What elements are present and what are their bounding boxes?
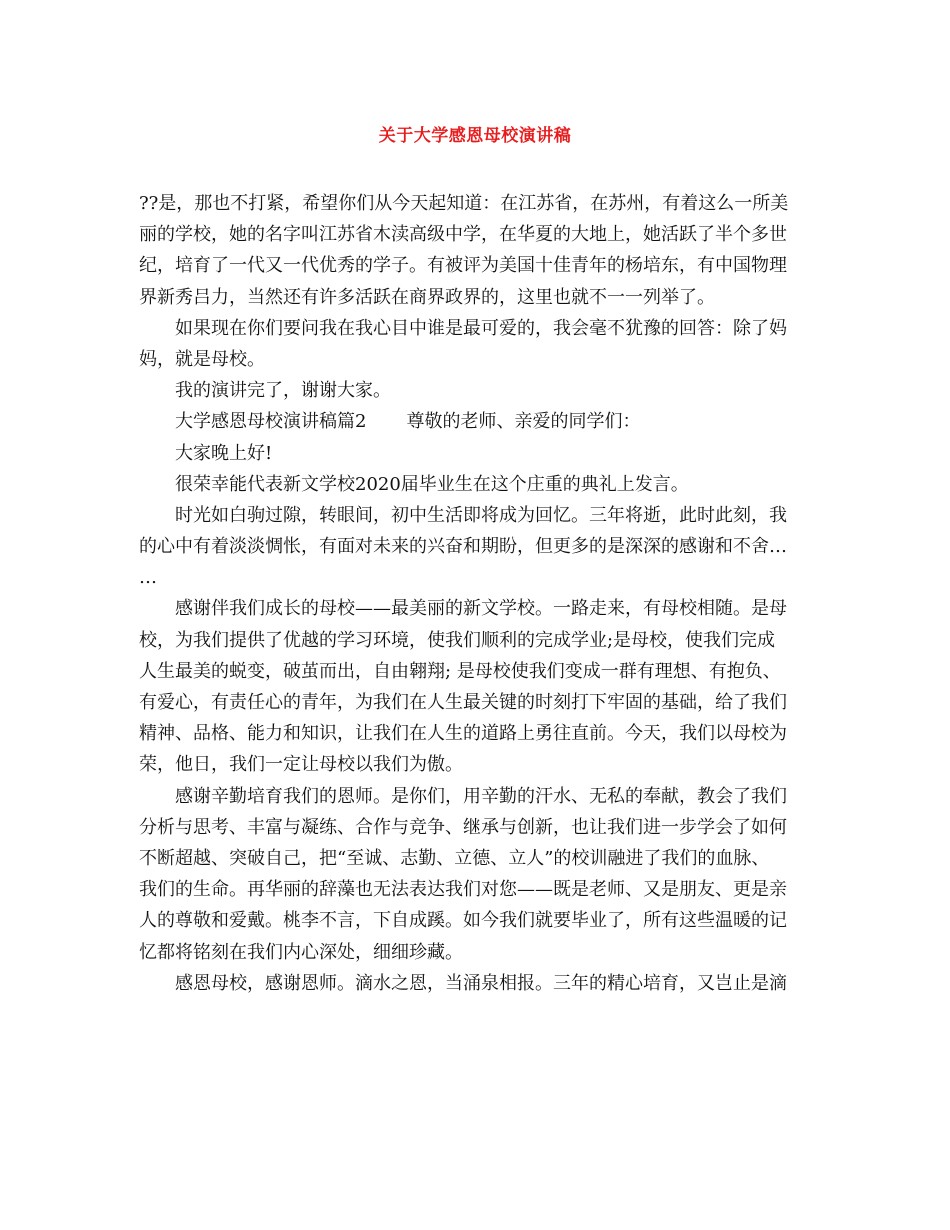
text-line: 大家晚上好! <box>175 442 273 464</box>
text-line: 分析与思考、丰富与凝练、合作与竞争、继承与创新，也让我们进一步学会了如何 <box>139 816 787 838</box>
text-line: … <box>139 567 157 589</box>
salutation: 尊敬的老师、亲爱的同学们： <box>406 411 641 433</box>
document-title: 关于大学感恩母校演讲稿 <box>378 126 572 146</box>
text-line: 我们的生命。再华丽的辞藻也无法表达我们对您——既是老师、又是朋友、更是亲 <box>139 879 787 901</box>
text-line: 界新秀吕力，当然还有许多活跃在商界政界的，这里也就不一一列举了。 <box>139 286 715 308</box>
text-line: 精神、品格、能力和知识，让我们在人生的道路上勇往直前。今天，我们以母校为 <box>139 723 787 745</box>
text-line: 感谢伴我们成长的母校——最美丽的新文学校。一路走来，有母校相随。是母 <box>175 598 787 620</box>
text-line: 很荣幸能代表新文学校2020届毕业生在这个庄重的典礼上发言。 <box>175 473 689 495</box>
text-line: 的心中有着淡淡惆怅，有面对未来的兴奋和期盼，但更多的是深深的感谢和不舍… <box>139 536 787 558</box>
text-line: 人生最美的蜕变，破茧而出，自由翱翔; 是母校使我们变成一群有理想、有抱负、 <box>139 660 781 682</box>
text-line: 如果现在你们要问我在我心目中谁是最可爱的，我会毫不犹豫的回答：除了妈 <box>175 317 787 339</box>
section-heading-line <box>139 406 816 437</box>
text-line: 人的尊敬和爱戴。桃李不言，下自成蹊。如今我们就要毕业了，所有这些温暖的记 <box>139 910 787 932</box>
text-line: 忆都将铭刻在我们内心深处，细细珍藏。 <box>139 941 463 963</box>
text-line: 感恩母校，感谢恩师。滴水之恩，当涌泉相报。三年的精心培育，又岂止是滴 <box>175 972 787 994</box>
text-line: 荣，他日，我们一定让母校以我们为傲。 <box>139 754 463 776</box>
section-heading: 大学感恩母校演讲稿篇2 <box>175 411 367 433</box>
text-line: 时光如白驹过隙，转眼间，初中生活即将成为回忆。三年将逝，此时此刻，我 <box>175 504 787 526</box>
text-line: 校，为我们提供了优越的学习环境，使我们顺利的完成学业;是母校，使我们完成 <box>139 629 776 651</box>
text-line: 妈，就是母校。 <box>139 348 265 370</box>
text-line: 我的演讲完了，谢谢大家。 <box>175 380 391 402</box>
text-line: 有爱心，有责任心的青年，为我们在人生最关键的时刻打下牢固的基础，给了我们 <box>139 692 787 713</box>
text-line: 丽的学校，她的名字叫江苏省木渎高级中学，在华夏的大地上，她活跃了半个多世 <box>139 224 787 246</box>
text-line: 感谢辛勤培育我们的恩师。是你们，用辛勤的汗水、无私的奉献，教会了我们 <box>175 785 787 807</box>
text-line: ??是，那也不打紧，希望你们从今天起知道：在江苏省，在苏州，有着这么一所美 <box>139 193 789 214</box>
text-line: 不断超越、突破自己，把“至诚、志勤、立德、立人”的校训融进了我们的血脉、 <box>139 847 770 869</box>
document-body <box>139 188 816 999</box>
text-line: 纪，培育了一代又一代优秀的学子。有被评为美国十佳青年的杨培东，有中国物理 <box>139 255 787 277</box>
